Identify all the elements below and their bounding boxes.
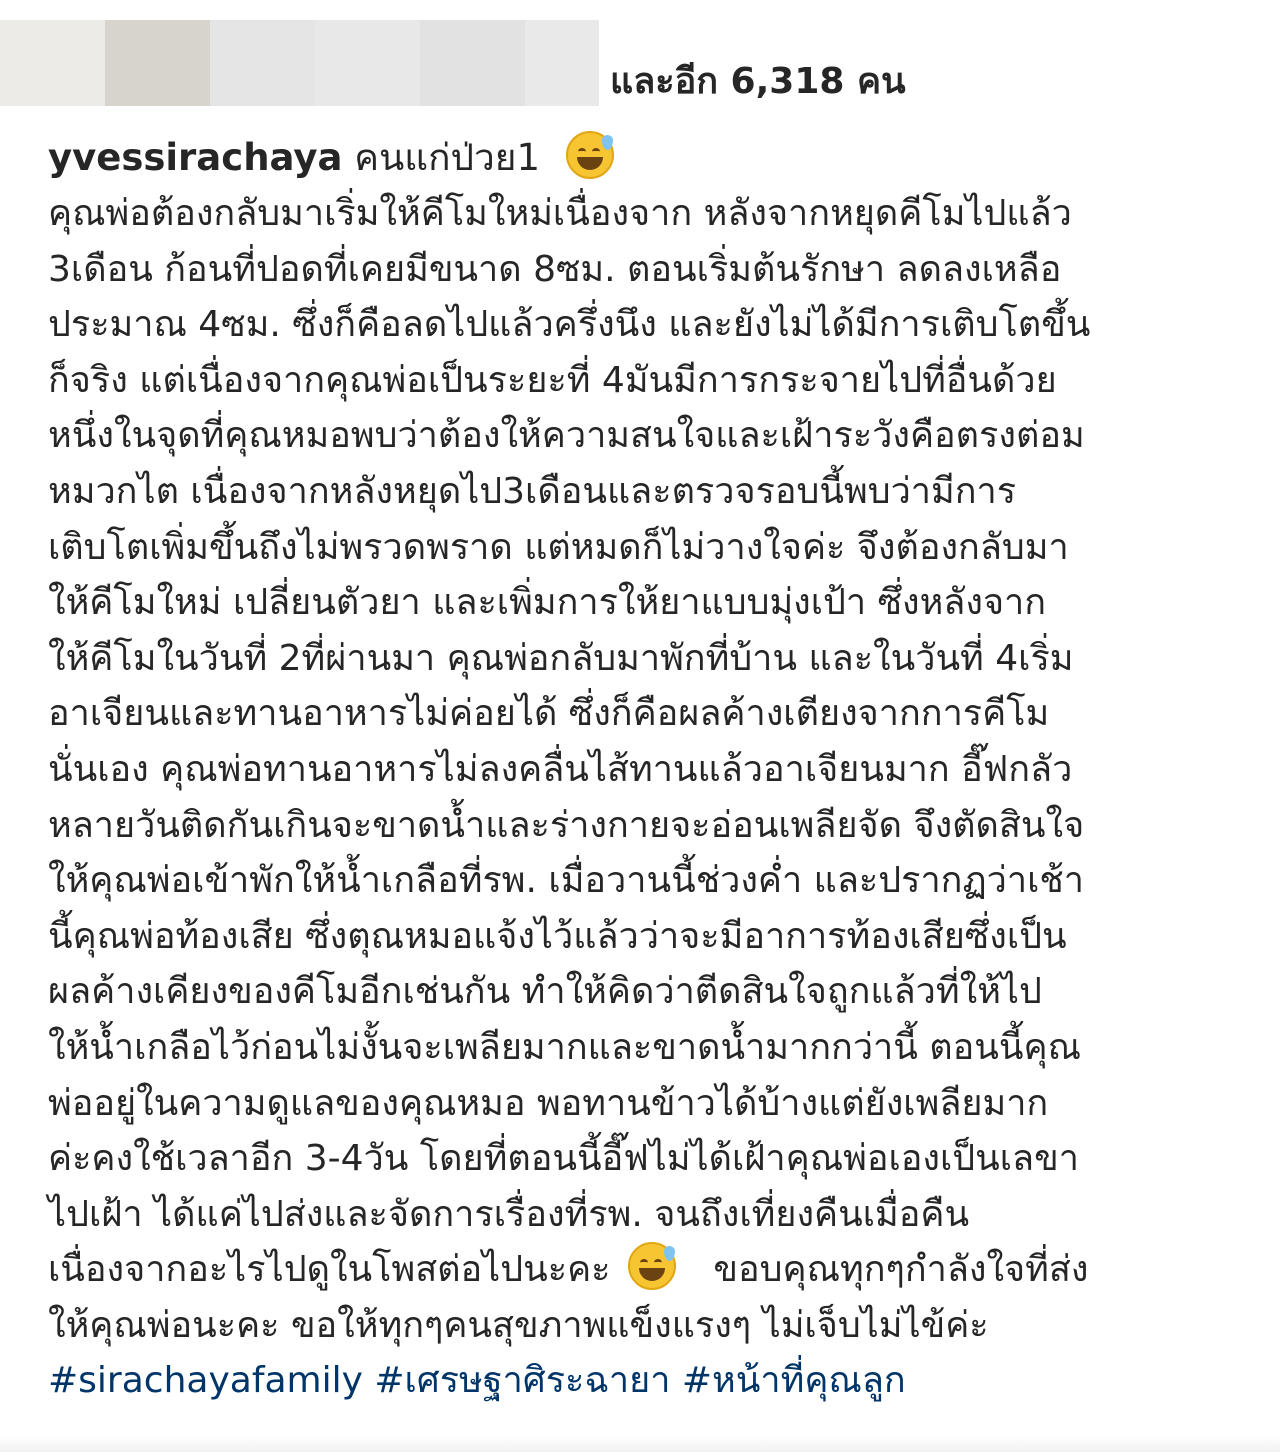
- caption-line: คุณพ่อต้องกลับมาเริ่มให้คีโมใหม่เนื่องจาก หลังจากหยุดคีโมไปแล้ว: [48, 193, 1072, 234]
- cropped-next-line: [0, 1436, 1280, 1452]
- caption-line: ให้น้ำเกลือไว้ก่อนไม่งั้นจะเพลียมากและขาดน้ำมากกว่านี้ ตอนนี้คุณ: [48, 1026, 1081, 1068]
- blurred-avatar: [420, 20, 525, 106]
- caption-line: ให้คุณพ่อนะคะ ขอให้ทุกๆคนสุขภาพแข็งแรงๆ ไม่เจ็บไม่ไข้ค่ะ: [48, 1304, 989, 1346]
- caption-line: นี้คุณพ่อท้องเสีย ซึ่งตุณหมอแจ้งไว้แล้วว่าจะมีอาการท้องเสียซึ่งเป็น: [48, 915, 1067, 957]
- caption-line: ให้คีโมในวันที่ 2ที่ผ่านมา คุณพ่อกลับมาพักที่บ้าน และในวันที่ 4เริ่ม: [48, 637, 1074, 679]
- hashtag-row: [48, 1353, 1248, 1409]
- caption-line: หลายวันติดกันเกินจะขาดน้ำและร่างกายจะอ่อนเพลียจัด จึงตัดสินใจ: [48, 804, 1085, 846]
- likes-count-link[interactable]: และอีก 6,318 คน: [610, 61, 906, 102]
- caption-line: ประมาณ 4ซม. ซึ่งก็คือลดไปแล้วครึ่งนึง และยังไม่ได้มีการเติบโตขึ้น: [48, 304, 1091, 346]
- caption-line: ก็จริง แต่เนื่องจากคุณพ่อเป็นระยะที่ 4มันมีการกระจายไปที่อื่นด้วย: [48, 359, 1057, 401]
- caption-line: 3เดือน ก้อนที่ปอดที่เคยมีขนาด 8ซม. ตอนเริ่มต้นรักษา ลดลงเหลือ: [48, 248, 1062, 290]
- caption-intro: คนแก่ป่วย1: [354, 136, 541, 179]
- caption-header: [48, 130, 1248, 186]
- caption-line: เติบโตเพิ่มขึ้นถึงไม่พรวดพราด แต่หมดก็ไม่วางใจค่ะ จึงต้องกลับมา: [48, 526, 1069, 568]
- blurred-avatar: [105, 20, 210, 106]
- caption-text: เนื่องจากอะไรไปดูในโพสต่อไปนะคะ: [48, 1249, 611, 1291]
- caption-line: ไปเฝ้า ได้แค่ไปส่งและจัดการเรื่องที่รพ. จนถึงเที่ยงคืนเมื่อคืน: [48, 1193, 970, 1235]
- blurred-avatar: [525, 20, 599, 106]
- caption-line: พ่ออยู่ในความดูแลของคุณหมอ พอทานข้าวได้บ้างแต่ยังเพลียมาก: [48, 1082, 1049, 1124]
- caption-line: ผลค้างเคียงของคีโมอีกเช่นกัน ทำให้คิดว่าตีดสินใจถูกแล้วที่ให้ไป: [48, 971, 1042, 1013]
- caption-line: ให้คุณพ่อเข้าพักให้น้ำเกลือที่รพ. เมื่อวานนี้ช่วงค่ำ และปรากฏว่าเช้า: [48, 860, 1085, 902]
- caption-line-with-emoji: [48, 1242, 1248, 1298]
- caption-line: อาเจียนและทานอาหารไม่ค่อยได้ ซึ่งก็คือผลค้างเตียงจากการคีโม: [48, 693, 1050, 735]
- caption-line: ให้คีโมใหม่ เปลี่ยนตัวยา และเพิ่มการให้ยาแบบมุ่งเป้า ซึ่งหลังจาก: [48, 582, 1047, 624]
- hashtag-link[interactable]: #เศรษฐาศิระฉายา: [374, 1360, 671, 1402]
- username-link[interactable]: yvessirachaya: [48, 136, 343, 179]
- caption-line: นั่นเอง คุณพ่อทานอาหารไม่ลงคลื่นไส้ทานแล้วอาเจียนมาก อี๊ฟกลัว: [48, 748, 1073, 790]
- caption-text: ขอบคุณทุกๆกำลังใจที่ส่ง: [713, 1249, 1089, 1291]
- blurred-avatar: [0, 20, 105, 106]
- post-caption: [48, 130, 1248, 1409]
- hashtag-link[interactable]: #sirachayafamily: [48, 1360, 363, 1402]
- caption-line: หนึ่งในจุดที่คุณหมอพบว่าต้องให้ความสนใจและเฝ้าระวังคือตรงต่อม: [48, 415, 1085, 457]
- sweat-smile-emoji-icon: [566, 131, 614, 179]
- blurred-avatar: [210, 20, 315, 106]
- caption-line: ค่ะคงใช้เวลาอีก 3-4วัน โดยที่ตอนนี้อี๊ฟไม่ได้เฝ้าคุณพ่อเองเป็นเลขา: [48, 1138, 1079, 1180]
- likes-row: [0, 20, 1280, 106]
- blurred-avatar: [315, 20, 420, 106]
- sweat-smile-emoji-icon: [628, 1242, 676, 1290]
- hashtag-link[interactable]: #หน้าที่คุณลูก: [681, 1360, 906, 1402]
- caption-line: หมวกไต เนื่องจากหลังหยุดไป3เดือนและตรวจรอบนี้พบว่ามีการ: [48, 470, 1017, 512]
